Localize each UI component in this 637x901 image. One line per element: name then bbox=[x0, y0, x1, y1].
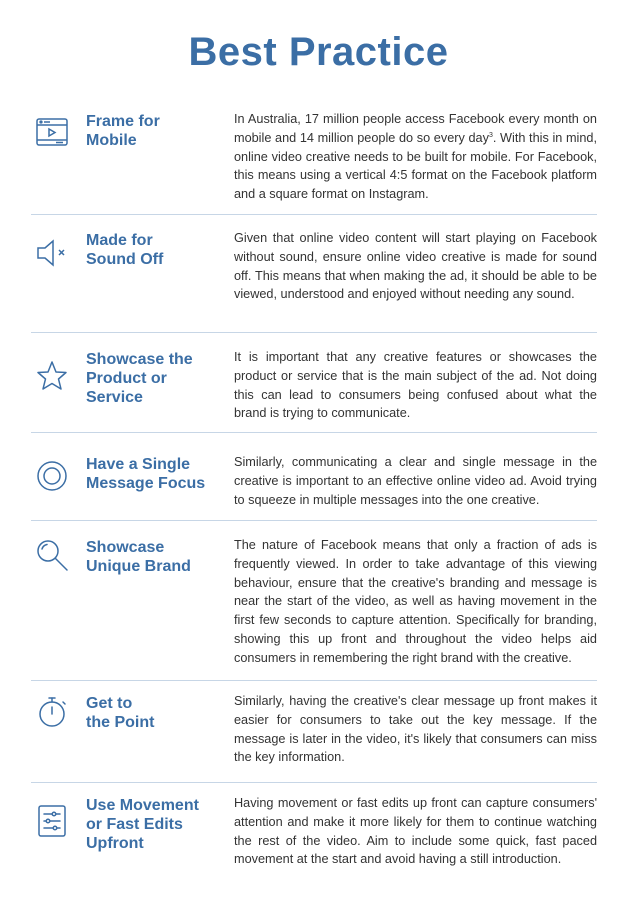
practice-heading: Have a Single Message Focus bbox=[86, 456, 206, 492]
practice-heading: Use Movement or Fast Edits Upfront bbox=[86, 797, 199, 852]
page-title: Best Practice bbox=[188, 30, 449, 74]
divider bbox=[31, 432, 597, 433]
practice-body: In Australia, 17 million people access Facebook every month on mobile and 14 million people do so every day$^3$. With this in mind, online video creative needs to be built for mobile. For Facebook, this means using a vertical 4:5 format on the Facebook platform and a square format on Instagram. bbox=[234, 112, 597, 202]
mobile-video-icon bbox=[34, 115, 70, 151]
practice-heading: Showcase Unique Brand bbox=[86, 539, 191, 575]
target-icon bbox=[34, 458, 70, 494]
practice-body: Given that online video content will start playing on Facebook without sound, ensure online video creative is made for sound off. This means that when making the ad, it should be able to be viewed, understood and enjoyed without needing any sound. bbox=[234, 231, 597, 302]
star-icon bbox=[34, 358, 70, 394]
magnifier-icon bbox=[34, 537, 70, 573]
practice-body: Similarly, communicating a clear and single message in the creative is important to an effective online video ad. Avoid trying to squeeze in multiple messages into the one creative. bbox=[234, 455, 597, 507]
sliders-icon bbox=[34, 803, 70, 839]
divider bbox=[31, 214, 597, 215]
practice-heading: Showcase the Product or Service bbox=[86, 351, 193, 406]
practice-body: The nature of Facebook means that only a fraction of ads is frequently viewed. In order to take advantage of this viewing behaviour, ensure that the creative's branding and message is near the start of the video, as well as having movement in the first few seconds to capture attention. Specifically for branding, showing this up front and throughout the video helps aid consumers in remembering the right brand with the creative. bbox=[234, 538, 597, 665]
stopwatch-icon bbox=[34, 694, 70, 730]
practice-body: Similarly, having the creative's clear message up front makes it easier for consumers to take out the key message. If the message is later in the video, it's likely that consumers can miss the key information. bbox=[234, 694, 597, 765]
practice-body: It is important that any creative features or showcases the product or service that is the main subject of the ad. Not doing this can lead to consumers being confused about what the brand is trying to communicate. bbox=[234, 350, 597, 421]
practice-body: Having movement or fast edits up front can capture consumers' attention and make it more likely for them to continue watching the rest of the video. Aim to include some quick, fast paced movement at the start and avoid having a still introduction. bbox=[234, 796, 597, 867]
divider bbox=[31, 680, 597, 681]
divider bbox=[31, 782, 597, 783]
divider bbox=[31, 520, 597, 521]
speaker-muted-icon bbox=[34, 235, 70, 271]
practice-heading: Get to the Point bbox=[86, 695, 155, 731]
practice-heading: Frame for Mobile bbox=[86, 113, 160, 149]
divider bbox=[31, 332, 597, 333]
practice-heading: Made for Sound Off bbox=[86, 232, 164, 268]
